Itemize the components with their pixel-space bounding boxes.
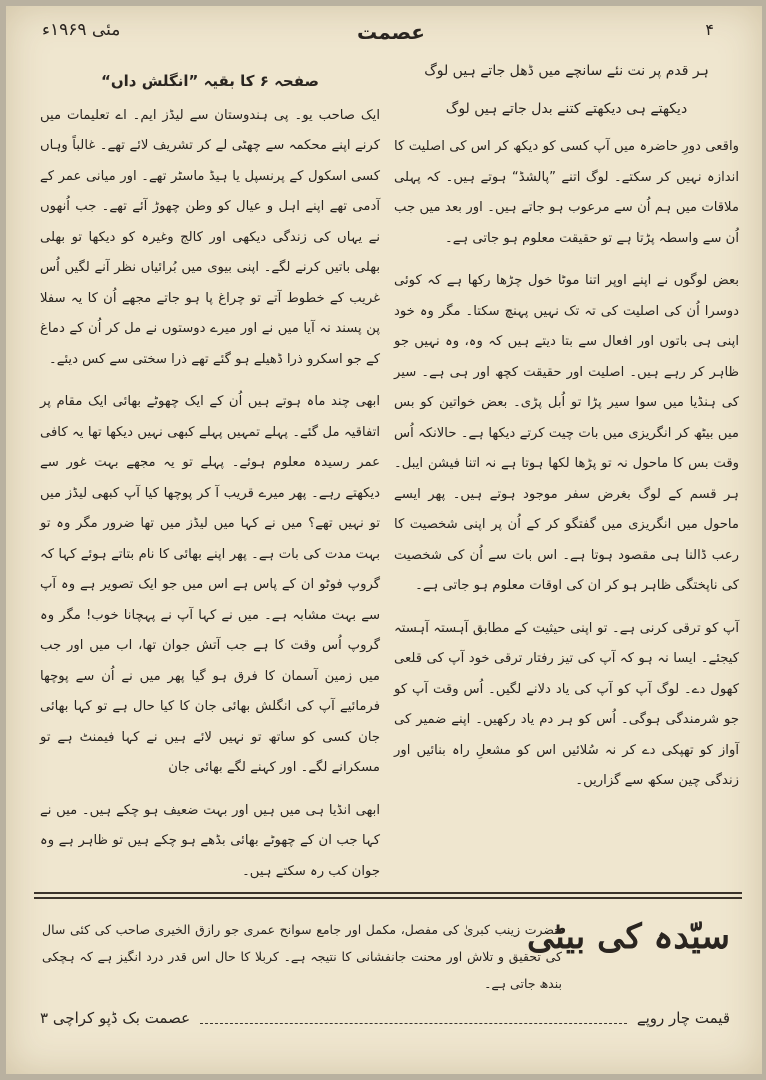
magazine-title: عصمت [357,20,425,44]
right-column [394,58,739,809]
ad-price: قیمت چار روپے [636,1009,730,1027]
book-advertisement [34,904,742,1044]
divider [34,897,742,899]
verse-line-1: ہر قدم پر نت نئے سانچے میں ڈھل جاتے ہیں لوگ [424,63,709,79]
continuation-heading: صفحہ ۶ کا بقیہ ”انگلش داں“ [100,72,320,90]
paragraph: ابھی چند ماہ ہوتے ہیں اُن کے ایک چھوٹے بھائی ایک مقام پر اتفاقیہ مل گئے۔ پہلے تمہیں پہلے کبھی نہیں دیکھا تھا یہ کافی عمر رسیدہ معلوم ہوئے۔ پہلے تو یہ مجھے بہت غور سے دیکھتے رہے۔ پھر میرے قریب آ کر پوچھا کیا آپ کبھی لیڈز میں تو نہیں تھے؟ میں نے کہا میں لیڈز میں تھا ضرور مگر وہ تو بہت مدت کی بات ہے۔ پھر اپنے بھائی کا نام بتاتے ہوئے کہا کہ گروپ فوٹو ان کے پاس ہے اس میں جو ایک تصویر ہے وہ آپ سے بہت مشابہ ہے۔ میں نے کہا آپ نے پہچانا خوب! مگر وہ گروپ اُس وقت کا ہے جب آتش جوان تھا، اب میں اور جب میں زمین آسمان کا فرق ہو گیا پھر میں نے اُن سے پوچھا فرمائیے آپ کی انگلش بھائی جان کا کیا حال ہے تو کہا بھائی جان کسی کو ساتھ تو نہیں لائے ہیں نے کہا فیمنٹ ہے تو مسکرانے لگے۔ اور کہنے لگے بھائی جان [40,394,380,775]
paragraph: آپ کو ترقی کرنی ہے۔ تو اپنی حیثیت کے مطابق آہستہ آہستہ کیجئے۔ ایسا نہ ہو کہ آپ کی تیز رفتار ترقی خود آپ کی قلعی کھول دے۔ لوگ آپ کو آپ کی یاد دلانے لگیں۔ اُس وقت آپ کو جو شرمندگی ہوگی۔ اُس کو ہر دم یاد رکھیں۔ اپنے ضمیر کی آواز کو تھپکی دے کر نہ سُلائیں اس کو مشعلِ راہ بنائیں اور زندگی چین سکھ سے گزاریں۔ [394,620,739,788]
divider [34,892,742,894]
paragraph: بعض لوگوں نے اپنے اوپر اتنا موٹا خول چڑھا رکھا ہے کہ کوئی دوسرا اُن کی اصلیت کی تہ تک نہیں پہنچ سکتا۔ مگر وہ خود اپنی ہی باتوں اور افعال سے بتا دیتے ہیں کہ وہ، وہ نہیں جو ظاہر کر رہے ہیں۔ اصلیت اور حقیقت کچھ اور ہی ہے۔ سیر کی ہنڈیا میں سوا سیر پڑا تو اُبل پڑی۔ بعض خواتین کو بس میں بیٹھ کر انگریزی میں بات چیت کرتے دیکھا ہے۔ حالانکہ اُس وقت بس کا ماحول نہ تو پڑھا لکھا ہوتا ہے نہ اتنا فیشن ایبل۔ ہر قسم کے لوگ بغرض سفر موجود ہوتے ہیں۔ پھر ایسے ماحول میں انگریزی میں گفتگو کر کے اُن پر اپنی شخصیت کا رعب ڈالنا ہی مقصود ہوتا ہے۔ اس بات سے اُن کی شخصیت کی ناپختگی ظاہر ہو کر ان کی اوقات معلوم ہو جاتی ہے۔ [394,273,739,593]
paragraph: واقعی دورِ حاضرہ میں آپ کسی کو دیکھ کر اس کی اصلیت کا اندازہ نہیں کر سکتے۔ لوگ اتنے ”پالشڈ“ ہوتے ہیں۔ کہ پہلی ملاقات میں ہم اُن سے مرعوب ہو جاتے ہیں۔ اور بعد میں جب اُن سے واسطہ پڑتا ہے تو حقیقت معلوم ہو جاتی ہے۔ [394,139,739,246]
page-number: ۴ [705,20,714,39]
verse-line-2: دیکھتے ہی دیکھتے کتنے بدل جاتے ہیں لوگ [445,101,688,117]
ad-footer [40,1004,730,1032]
left-column [40,66,380,899]
ad-book-title: سیّدہ کی بیٹی [526,917,730,957]
paragraph: ابھی انڈیا ہی میں ہیں اور بہت ضعیف ہو چکے ہیں۔ میں نے کہا جب ان کے چھوٹے بھائی بڈھے ہو چکے ہیں تو ظاہر ہے وہ جوان کب رہ سکتے ہیں۔ [40,802,380,879]
magazine-page [6,6,762,1074]
dashed-line [200,1004,627,1024]
ad-description: حضرت زینب کبریٰ کی مفصل، مکمل اور جامع سوانح عمری جو رازق الخیری صاحب کی کئی سال کی تحقیق و تلاش اور محنت جانفشانی کا نتیجہ ہے۔ کربلا کا حال اس قدر درد انگیز ہے کہ ہچکی بندھ جاتی ہے۔ [42,922,562,991]
issue-date: مئی ۱۹۶۹ء [42,20,121,40]
paragraph: ایک صاحب یو۔ پی ہندوستان سے لیڈز ایم۔ اے تعلیمات میں کرنے اپنے محکمہ سے چھٹی لے کر تشریف لائے تھے۔ غالباً وہاں کسی اسکول کے پرنسپل یا ہیڈ ماسٹر تھے۔ اور میانی عمر کے آدمی تھے اپنے اہل و عیال کو وطن چھوڑ آئے تھے۔ جب اُنھوں نے یہاں کی زندگی دیکھی اور کالج وغیرہ کو دیکھا تو بھلی بھلی باتیں کرنے لگے۔ اپنی بیوی میں بُرائیاں نظر آنے لگیں اُس غریب کے خطوط آتے تو چراغ پا ہو جاتے مجھے اُن کا یہ سفلا پن پسند نہ آیا میں نے اور میرے دوستوں نے مل کر اُن کے دماغ کے جو اسکرو ذرا ڈھیلے ہو گئے تھے ذرا سختی سے کس دیئے۔ [40,107,380,367]
ad-publisher: عصمت بک ڈپو کراچی ۳ [40,1009,191,1027]
